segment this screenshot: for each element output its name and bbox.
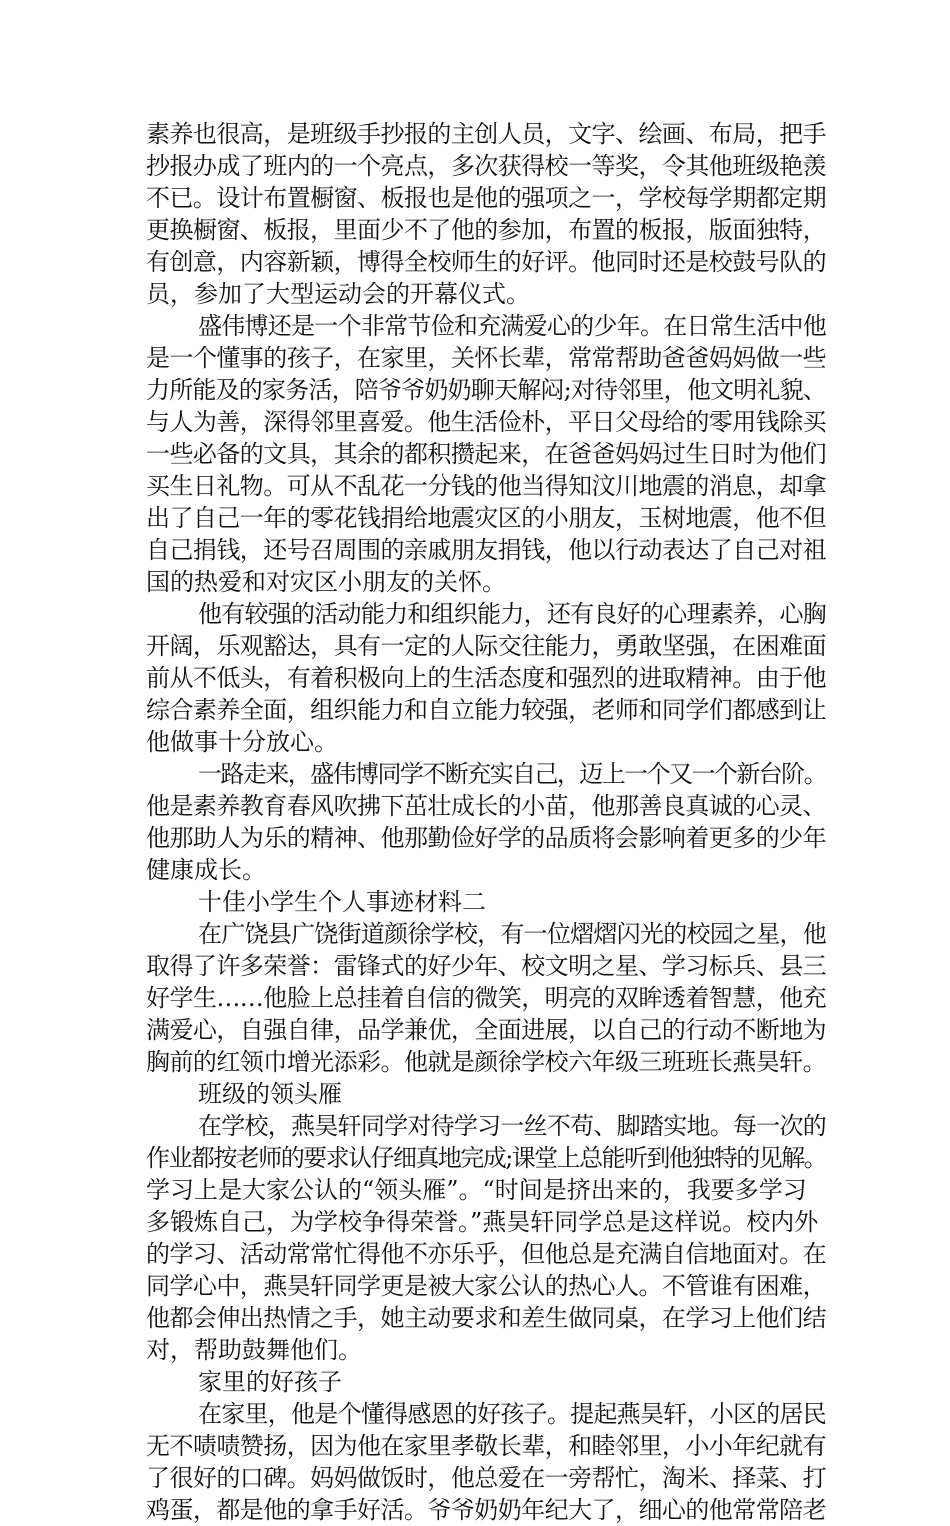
text-line: 更换橱窗、板报，里面少不了他的参加，布置的板报，版面独特， bbox=[146, 216, 827, 244]
text-line: 前从不低头，有着积极向上的生活态度和强烈的进取精神。由于他 bbox=[146, 664, 827, 692]
text-line: 他是素养教育春风吹拂下茁壮成长的小苗，他那善良真诚的心灵、 bbox=[146, 792, 827, 820]
text-line: 他那助人为乐的精神、他那勤俭好学的品质将会影响着更多的少年 bbox=[146, 824, 827, 852]
text-line: 的学习、活动常常忙得他不亦乐乎，但他总是充满自信地面对。在 bbox=[146, 1240, 827, 1268]
text-line: 买生日礼物。可从不乱花一分钱的他当得知汶川地震的消息，却拿 bbox=[146, 472, 827, 500]
text-line: 综合素养全面，组织能力和自立能力较强，老师和同学们都感到让 bbox=[146, 696, 827, 724]
text-line: 鸡蛋，都是他的拿手好活。爷爷奶奶年纪大了，细心的他常常陪老 bbox=[146, 1496, 827, 1524]
text-line: 了很好的口碑。妈妈做饭时，他总爱在一旁帮忙，淘米、择菜、打 bbox=[146, 1464, 827, 1492]
text-line: 在广饶县广饶街道颜徐学校，有一位熠熠闪光的校园之星，他 bbox=[198, 920, 827, 948]
text-line: 对，帮助鼓舞他们。 bbox=[146, 1336, 362, 1364]
text-line: 是一个懂事的孩子，在家里，关怀长辈，常常帮助爸爸妈妈做一些 bbox=[146, 344, 827, 372]
text-line: 家里的好孩子 bbox=[198, 1368, 342, 1396]
text-line: 十佳小学生个人事迹材料二 bbox=[198, 888, 486, 916]
text-line: 与人为善，深得邻里喜爱。他生活俭朴，平日父母给的零用钱除买 bbox=[146, 408, 827, 436]
text-line: 班级的领头雁 bbox=[198, 1080, 342, 1108]
text-line: 素养也很高，是班级手抄报的主创人员，文字、绘画、布局，把手 bbox=[146, 120, 827, 148]
text-line: 他做事十分放心。 bbox=[146, 728, 338, 756]
text-line: 国的热爱和对灾区小朋友的关怀。 bbox=[146, 568, 506, 596]
text-line: 一些必备的文具，其余的都积攒起来，在爸爸妈妈过生日时为他们 bbox=[146, 440, 827, 468]
text-line: 出了自己一年的零花钱捐给地震灾区的小朋友，玉树地震，他不但 bbox=[146, 504, 827, 532]
text-line: 胸前的红领巾增光添彩。他就是颜徐学校六年级三班班长燕昊轩。 bbox=[146, 1048, 827, 1076]
text-line: 在家里，他是个懂得感恩的好孩子。提起燕昊轩，小区的居民 bbox=[198, 1400, 827, 1428]
text-line: 有创意，内容新颖，博得全校师生的好评。他同时还是校鼓号队的 bbox=[146, 248, 827, 276]
text-line: 抄报办成了班内的一个亮点，多次获得校一等奖，令其他班级艳羡 bbox=[146, 152, 827, 180]
text-line: 取得了许多荣誉：雷锋式的好少年、校文明之星、学习标兵、县三 bbox=[146, 952, 827, 980]
text-line: 作业都按老师的要求认仔细真地完成;课堂上总能听到他独特的见解。 bbox=[146, 1144, 827, 1172]
text-line: 健康成长。 bbox=[146, 856, 266, 884]
document-page bbox=[146, 118, 826, 1526]
text-line: 一路走来，盛伟博同学不断充实自己，迈上一个又一个新台阶。 bbox=[198, 760, 827, 788]
text-line: 不已。设计布置橱窗、板报也是他的强项之一，学校每学期都定期 bbox=[146, 184, 827, 212]
text-line: 学习上是大家公认的“领头雁”。“时间是挤出来的，我要多学习 bbox=[146, 1176, 807, 1204]
text-line: 员，参加了大型运动会的开幕仪式。 bbox=[146, 280, 530, 308]
text-line: 力所能及的家务活，陪爷爷奶奶聊天解闷;对待邻里，他文明礼貌、 bbox=[146, 376, 827, 404]
text-line: 他都会伸出热情之手，她主动要求和差生做同桌，在学习上他们结 bbox=[146, 1304, 827, 1332]
text-line: 多锻炼自己，为学校争得荣誉。”燕昊轩同学总是这样说。校内外 bbox=[146, 1208, 819, 1236]
document-body bbox=[146, 118, 826, 1526]
text-line: 满爱心，自强自律，品学兼优，全面进展，以自己的行动不断地为 bbox=[146, 1016, 827, 1044]
text-line: 自己捐钱，还号召周围的亲戚朋友捐钱，他以行动表达了自己对祖 bbox=[146, 536, 827, 564]
text-line: 好学生……他脸上总挂着自信的微笑，明亮的双眸透着智慧，他充 bbox=[146, 984, 827, 1012]
text-line: 同学心中，燕昊轩同学更是被大家公认的热心人。不管谁有困难， bbox=[146, 1272, 827, 1300]
text-line: 他有较强的活动能力和组织能力，还有良好的心理素养，心胸 bbox=[198, 600, 827, 628]
text-line: 开阔，乐观豁达，具有一定的人际交往能力，勇敢坚强，在困难面 bbox=[146, 632, 827, 660]
text-line: 在学校，燕昊轩同学对待学习一丝不苟、脚踏实地。每一次的 bbox=[198, 1112, 827, 1140]
text-line: 盛伟博还是一个非常节俭和充满爱心的少年。在日常生活中他 bbox=[198, 312, 827, 340]
text-line: 无不啧啧赞扬，因为他在家里孝敬长辈，和睦邻里，小小年纪就有 bbox=[146, 1432, 827, 1460]
